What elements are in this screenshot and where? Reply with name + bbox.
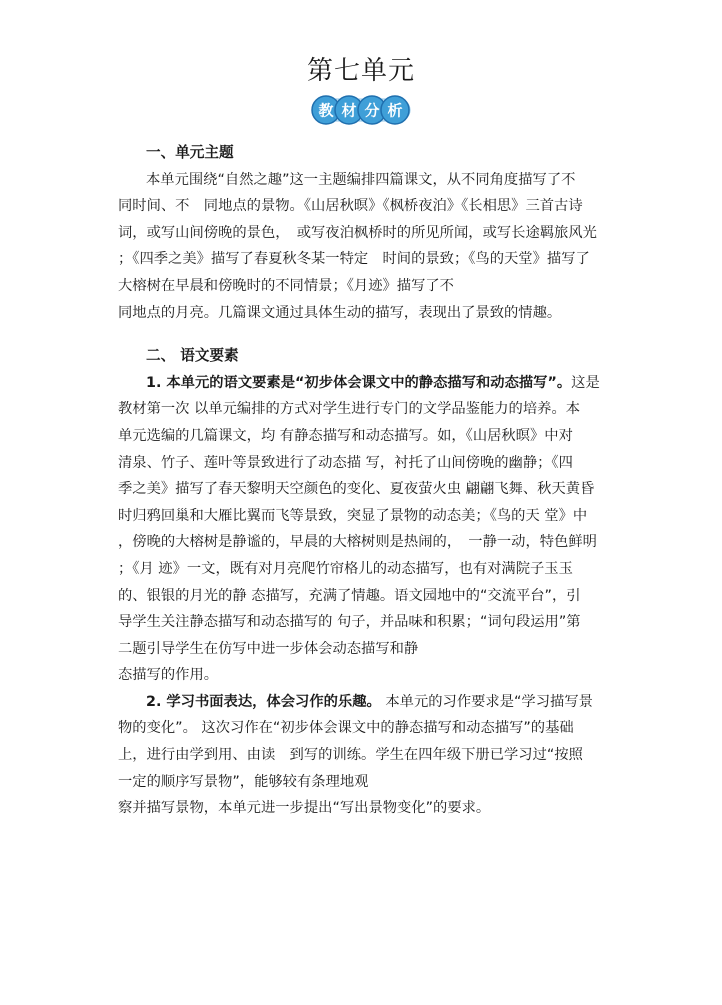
point1-line: 时归鸦回巢和大雁比翼而飞等景致，突显了景物的动态美；《鸟的天 堂》中 — [118, 507, 588, 524]
point2-lead-rest: 本单元的习作要求是“学习描写景 — [380, 693, 593, 710]
section1-line: 本单元围绕“自然之趣”这一主题编排四篇课文，从不同角度描写了不 — [146, 171, 576, 188]
point2-line: 物的变化”。 这次习作在“初步体会课文中的静态描写和动态描写”的基础 — [118, 720, 574, 737]
badge-circle-4 — [381, 96, 409, 124]
section1-heading: 一、单元主题 — [146, 144, 234, 161]
point1-line: ；《月 迹》一文，既有对月亮爬竹帘格儿的动态描写，也有对满院子玉玉 — [118, 560, 573, 577]
point2-line: 上，进行由学到用、由读 到写的训练。学生在四年级下册已学习过“按照 — [118, 747, 583, 764]
point1-line: 教材第一次 以单元编排的方式对学生进行专门的文学品鉴能力的培养。本 — [118, 401, 581, 418]
point2-line: 一定的顺序写景物”，能够较有条理地观 — [118, 773, 369, 790]
point2-first-line — [118, 689, 610, 716]
point1-line: 态描写的作用。 — [118, 667, 219, 684]
point1-line: 清泉、竹子、莲叶等景致进行了动态描 写，衬托了山间傍晚的幽静；《四 — [118, 454, 573, 471]
point1-first-line — [118, 370, 610, 397]
badge-char-3: 分 — [364, 101, 380, 120]
section1-line: 同时间、不 同地点的景物。《山居秋暝》《枫桥夜泊》《长相思》三首古诗 — [118, 198, 583, 215]
point1-line: ，傍晚的大榕树是静谧的，早晨的大榕树则是热闹的， 一静一动，特色鲜明 — [118, 534, 597, 551]
document-body — [118, 140, 610, 822]
point1-line: 季之美》描写了春天黎明天空颜色的变化、夏夜萤火虫 翩翩飞舞、秋天黄昏 — [118, 481, 595, 498]
badge-char-4: 析 — [387, 101, 403, 120]
point1-line: 二题引导学生在仿写中进一步体会动态描写和静 — [118, 640, 419, 657]
section1-line: 词，或写山间傍晚的景色， 或写夜泊枫桥时的所见所闻，或写长途羁旅风光 — [118, 224, 597, 241]
point2-bold-lead: 2. 学习书面表达，体会习作的乐趣。 — [146, 693, 381, 710]
point2-line: 察并描写景物，本单元进一步提出“写出景物变化”的要求。 — [118, 800, 491, 817]
section2-heading: 二、 语文要素 — [146, 347, 239, 365]
section-badge — [310, 94, 412, 126]
section1-line: 同地点的月亮。几篇课文通过具体生动的描写，表现出了景致的情趣。 — [118, 304, 562, 321]
badge-graphic — [310, 94, 412, 126]
badge-char-1: 教 — [318, 101, 334, 120]
section1-line: ；《四季之美》描写了春夏秋冬某一特定 时间的景致；《鸟的天堂》描写了 — [118, 251, 590, 268]
point1-line: 单元选编的几篇课文，均 有静态描写和动态描写。如，《山居秋暝》中对 — [118, 427, 573, 444]
section1-line: 大榕树在早晨和傍晚时的不同情景；《月迹》描写了不 — [118, 277, 454, 294]
section-gap — [118, 326, 610, 343]
point1-lead-rest: 这是 — [571, 374, 600, 391]
point1-line: 的、银银的月光的静 态描写，充满了情趣。语文园地中的“交流平台”，引 — [118, 587, 581, 604]
point1-line: 导学生关注静态描写和动态描写的 句子，并品味和积累；“词句段运用”第 — [118, 614, 581, 631]
badge-char-2: 材 — [341, 101, 357, 120]
page-title: 第七单元 — [306, 56, 415, 86]
point1-bold-lead: 1. 本单元的语文要素是“初步体会课文中的静态描写和动态描写”。 — [146, 374, 572, 391]
